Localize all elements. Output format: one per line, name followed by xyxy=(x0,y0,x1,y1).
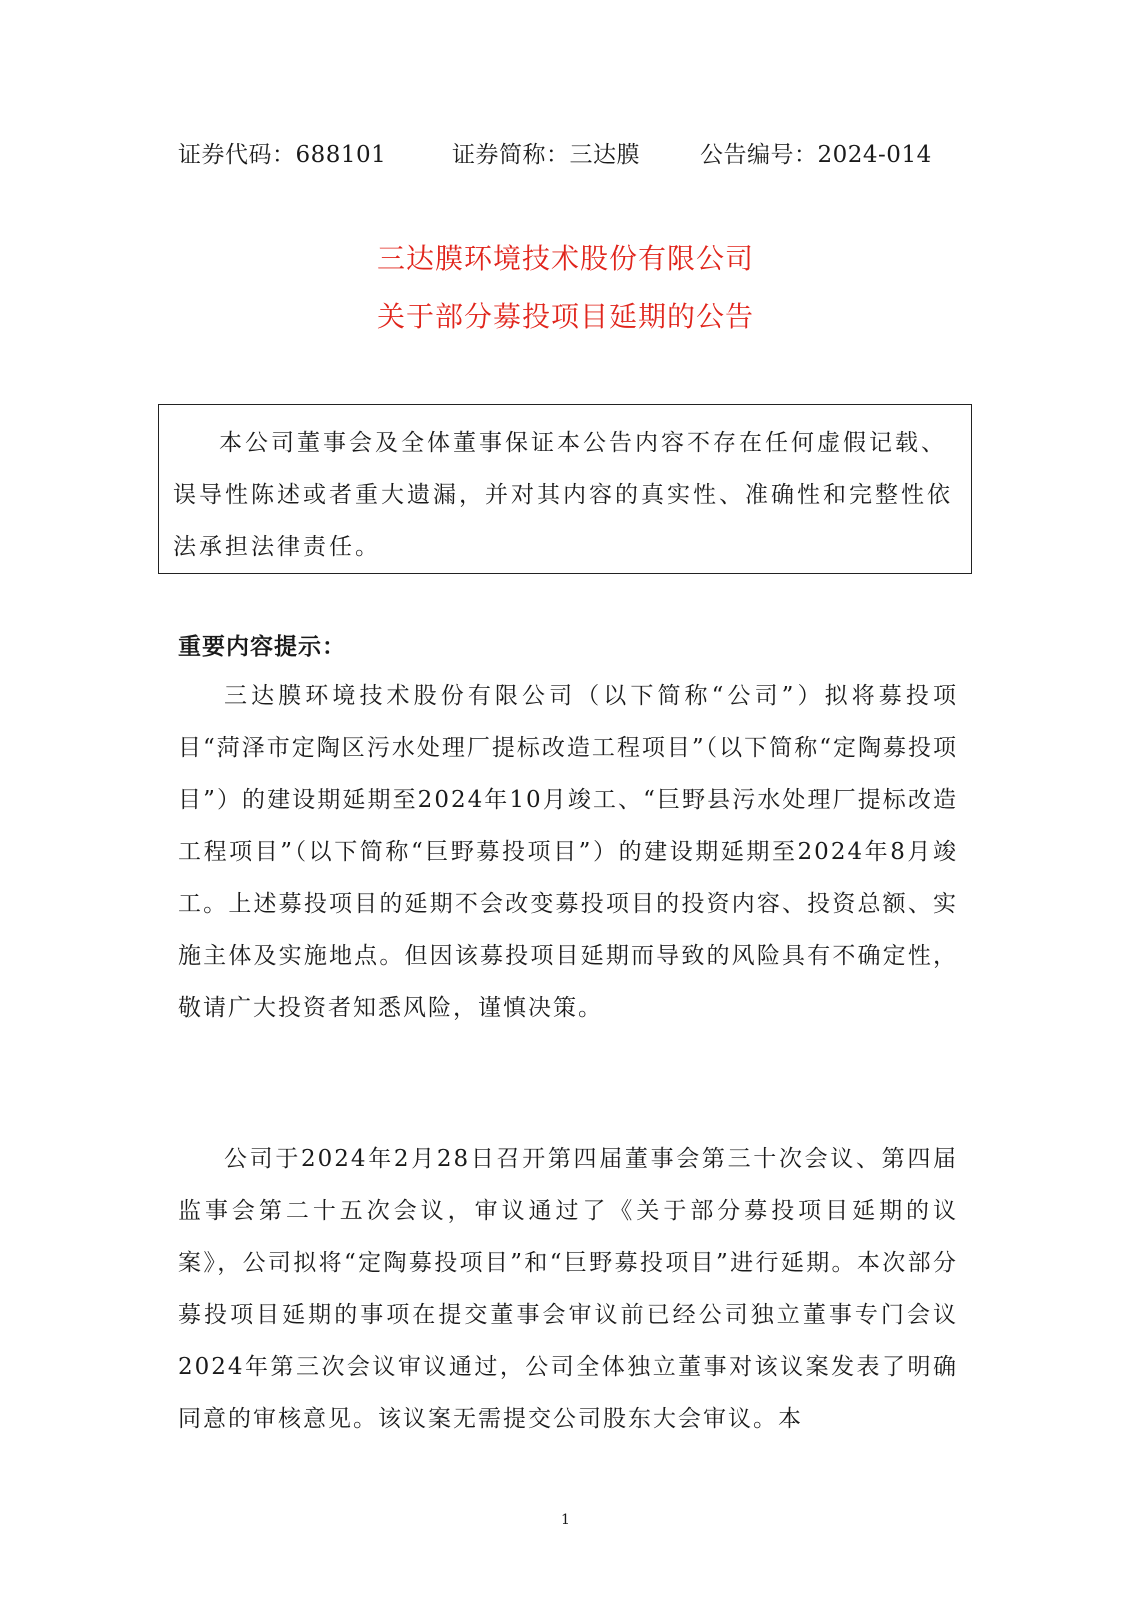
body-paragraph: 公司于2024年2月28日召开第四届董事会第三十次会议、第四届监事会第二十五次会议，审议通过了《关于部分募投项目延期的议案》，公司拟将“定陶募投项目”和“巨野募投项目”进行延期。本次部分募投项目延期的事项在提交董事会审议前已经公司独立董事专门会议2024年第三次会议审议通过，公司全体独立董事对该议案发表了明确同意的审核意见。该议案无需提交公司股东大会审议。本 xyxy=(178,1146,958,1432)
disclaimer-box xyxy=(158,404,972,574)
page-number: 1 xyxy=(561,1512,570,1528)
stock-code: 证券代码：688101 xyxy=(178,142,387,168)
stock-abbreviation: 证券简称：三达膜 xyxy=(452,142,640,168)
important-heading: 重要内容提示： xyxy=(178,633,346,660)
title-company: 三达膜环境技术股份有限公司 xyxy=(376,242,754,275)
disclaimer-text: 本公司董事会及全体董事保证本公告内容不存在任何虚假记载、误导性陈述或者重大遗漏，并对其内容的真实性、准确性和完整性依法承担法律责任。 xyxy=(173,430,953,560)
important-paragraph: 三达膜环境技术股份有限公司（以下简称“公司”）拟将募投项目“菏泽市定陶区污水处理厂提标改造工程项目”（以下简称“定陶募投项目”）的建设期延期至2024年10月竣工、“巨野县污水处理厂提标改造工程项目”（以下简称“巨野募投项目”）的建设期延期至2024年8月竣工。上述募投项目的延期不会改变募投项目的投资内容、投资总额、实施主体及实施地点。但因该募投项目延期而导致的风险具有不确定性，敬请广大投资者知悉风险，谨慎决策。 xyxy=(178,683,958,1021)
notice-number: 公告编号：2024-014 xyxy=(700,142,932,168)
title-subject: 关于部分募投项目延期的公告 xyxy=(376,300,754,333)
